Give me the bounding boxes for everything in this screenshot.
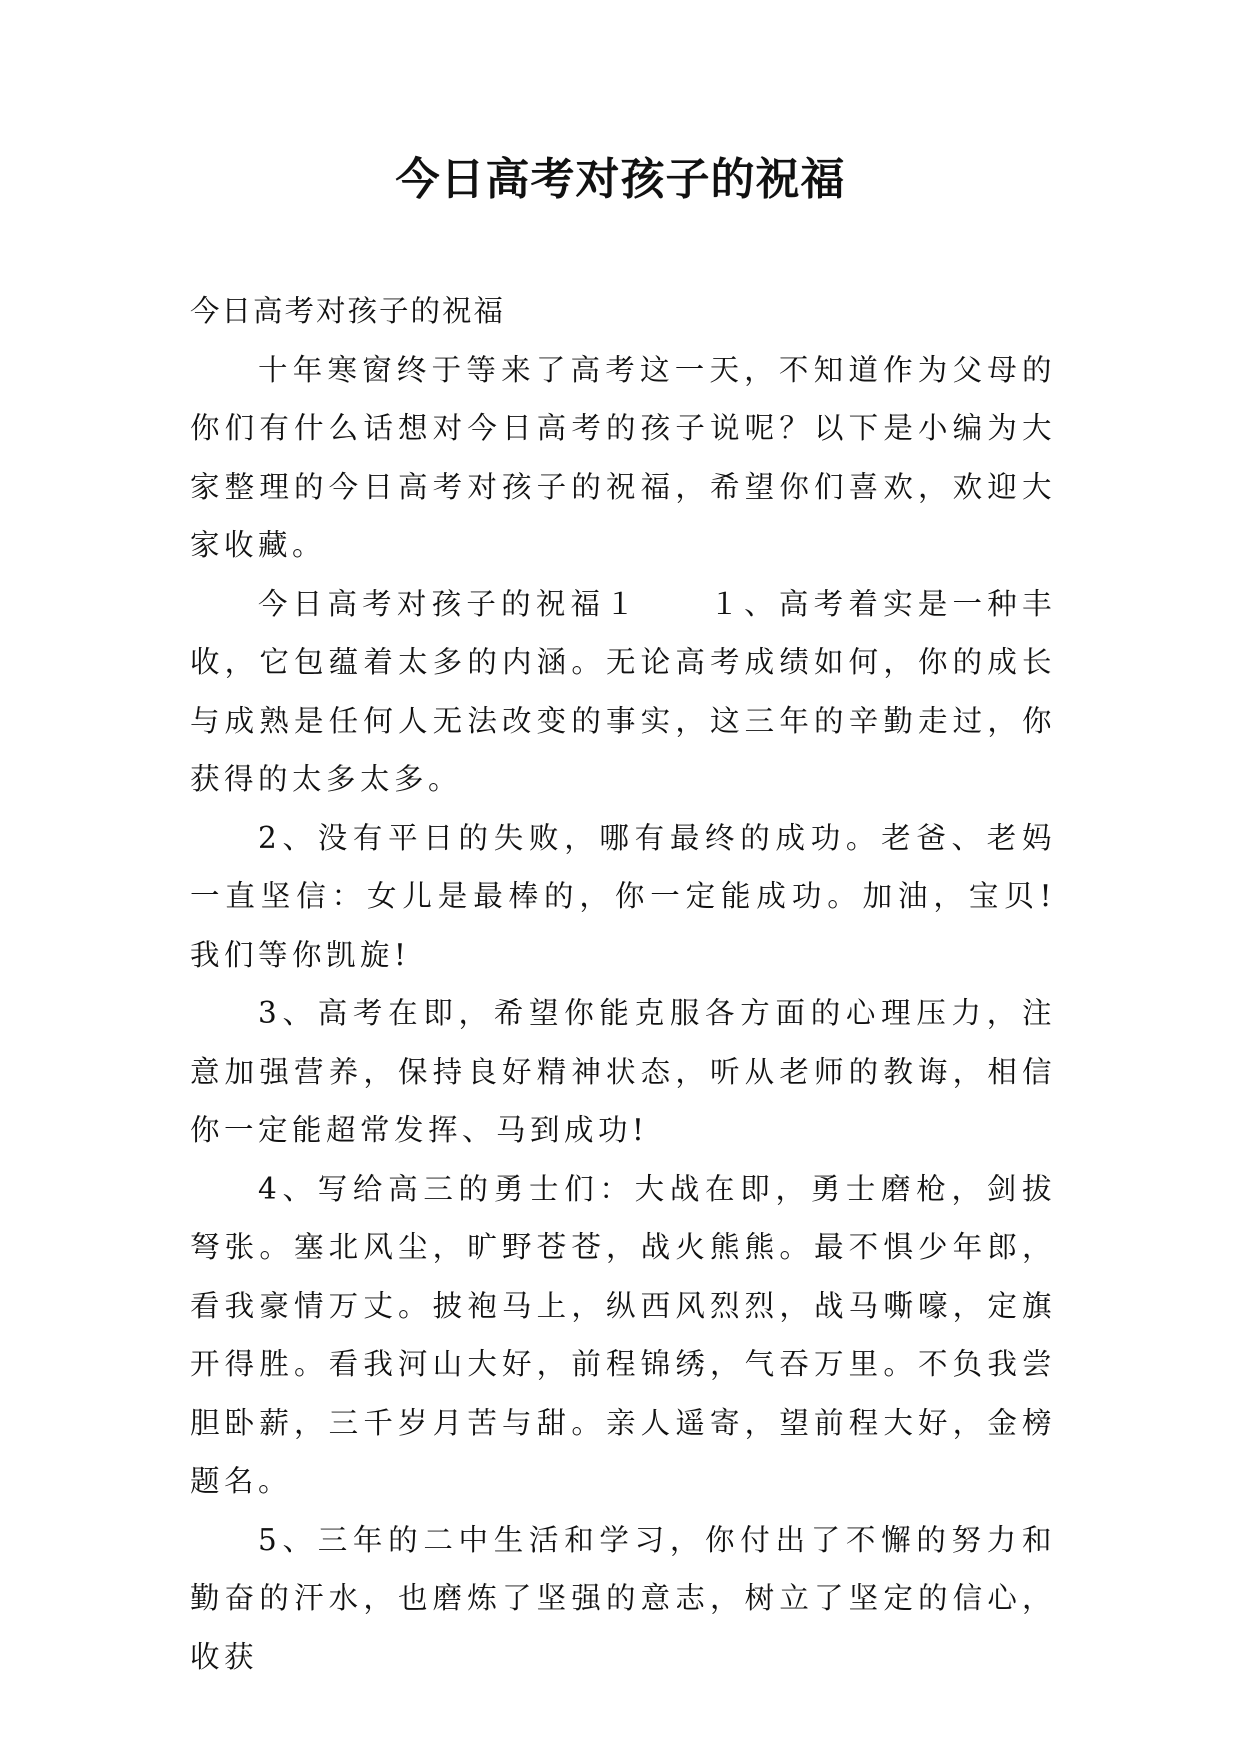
blessing-paragraph-5: 5、三年的二中生活和学习，你付出了不懈的努力和勤奋的汗水，也磨炼了坚强的意志，树立了坚定的信心，收获 bbox=[190, 1522, 1056, 1674]
document-title: 今日高考对孩子的祝福 bbox=[395, 154, 846, 205]
document-body bbox=[190, 282, 1056, 1686]
blessing-paragraph-3: 3、高考在即，希望你能克服各方面的心理压力，注意加强营养，保持良好精神状态，听从老师的教诲，相信你一定能超常发挥、马到成功! bbox=[190, 996, 1056, 1147]
intro-paragraph: 十年寒窗终于等来了高考这一天，不知道作为父母的你们有什么话想对今日高考的孩子说呢？以下是小编为大家整理的今日高考对孩子的祝福，希望你们喜欢，欢迎大家收藏。 bbox=[190, 352, 1056, 562]
subtitle-paragraph: 今日高考对孩子的祝福 bbox=[190, 294, 506, 328]
blessing-paragraph-2: 2、没有平日的失败，哪有最终的成功。老爸、老妈一直坚信：女儿是最棒的，你一定能成功。加油，宝贝!我们等你凯旋! bbox=[190, 820, 1056, 972]
blessing-paragraph-4: 4、写给高三的勇士们：大战在即，勇士磨枪，剑拔弩张。塞北风尘，旷野苍苍，战火熊熊。最不惧少年郎，看我豪情万丈。披袍马上，纵西风烈烈，战马嘶嚎，定旗开得胜。看我河山大好，前程锦绣，气吞万里。不负我尝胆卧薪，三千岁月苦与甜。亲人遥寄，望前程大好，金榜题名。 bbox=[190, 1171, 1056, 1498]
blessing-paragraph-1: 今日高考对孩子的祝福１ １、高考着实是一种丰收，它包蕴着太多的内涵。无论高考成绩如何，你的成长与成熟是任何人无法改变的事实，这三年的辛勤走过，你获得的太多太多。 bbox=[190, 586, 1056, 796]
